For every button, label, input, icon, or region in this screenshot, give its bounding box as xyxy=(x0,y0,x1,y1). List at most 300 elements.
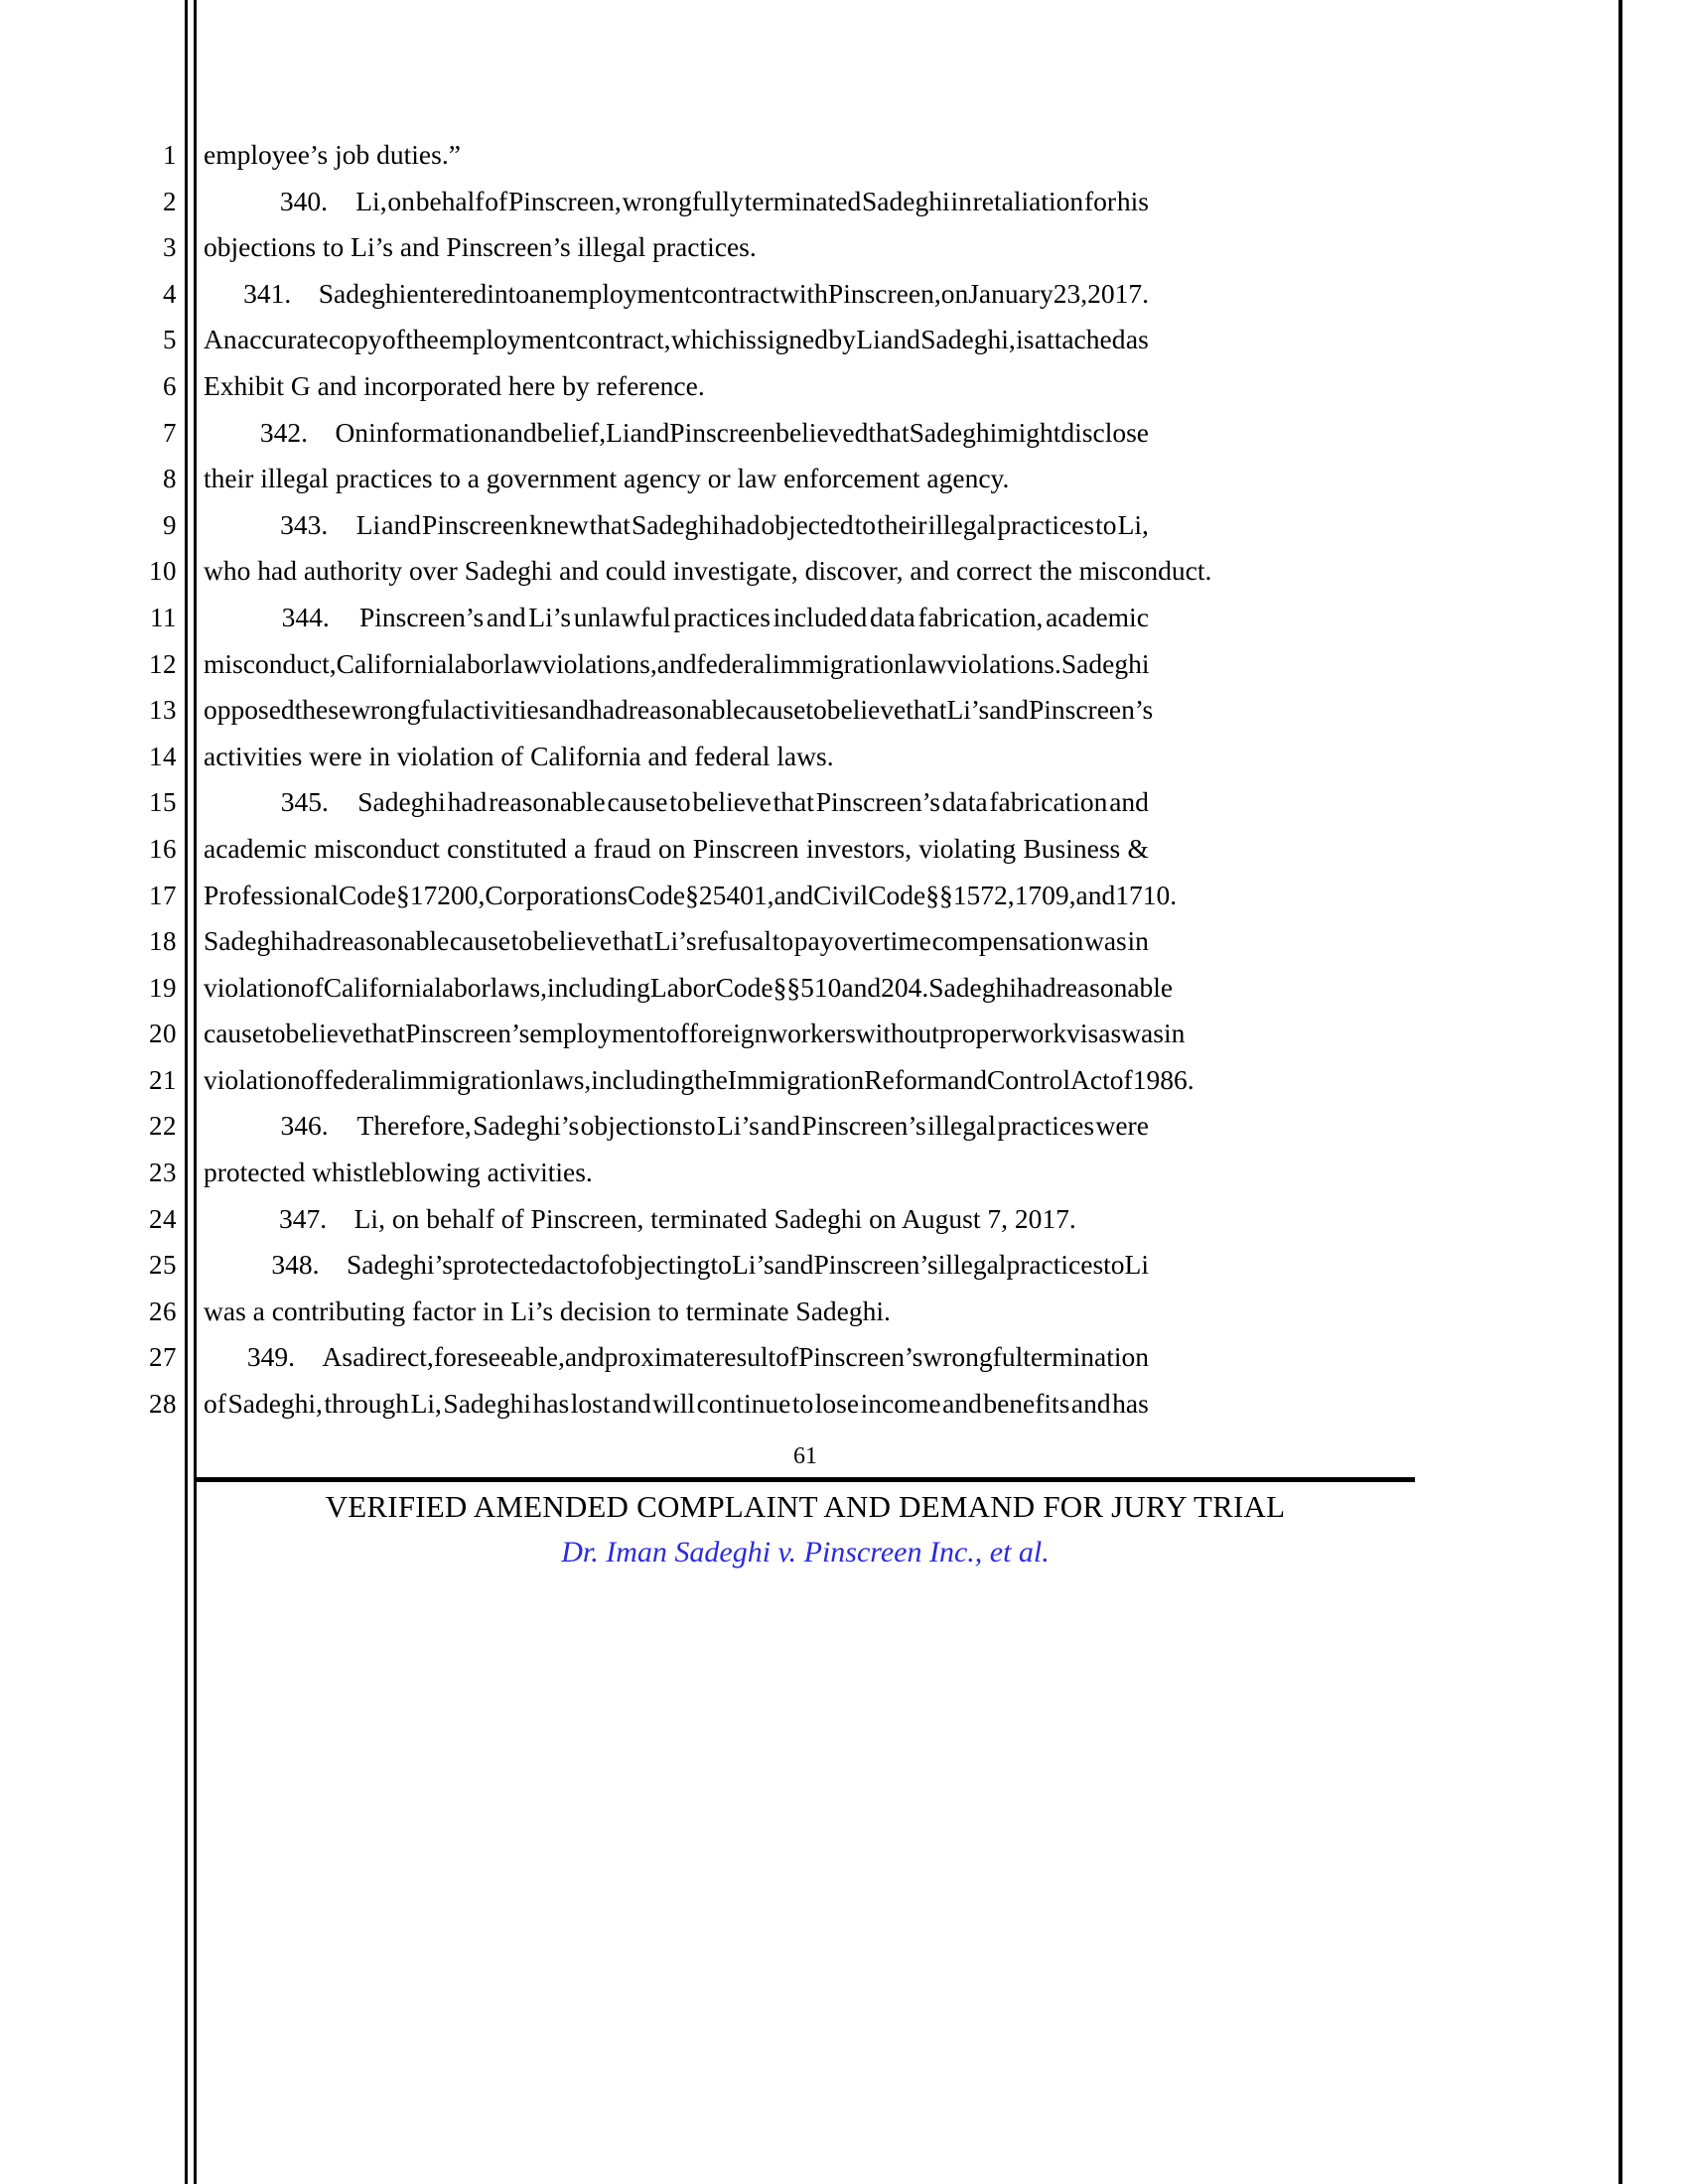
word: federal xyxy=(696,647,773,679)
word: 344. xyxy=(281,601,357,632)
word: pay xyxy=(793,925,834,957)
word: foreign xyxy=(688,1018,769,1049)
word: academic xyxy=(1046,601,1149,632)
line-text xyxy=(204,132,1149,179)
word: their illegal practices to a government agency or law enforcement agency. xyxy=(204,463,1010,494)
line-number: 19 xyxy=(149,972,177,1003)
word: Code xyxy=(715,971,774,1003)
line-number: 6 xyxy=(163,370,177,401)
pleading-line xyxy=(0,687,1618,734)
word: the xyxy=(405,324,439,355)
word: 510 xyxy=(800,971,842,1003)
pleading-line xyxy=(0,1289,1618,1335)
line-number: 26 xyxy=(149,1296,177,1326)
word: Sadeghi, xyxy=(920,324,1016,355)
word: Code xyxy=(868,879,926,910)
word: practices xyxy=(1006,1249,1104,1281)
line-number: 16 xyxy=(149,833,177,864)
line-text xyxy=(204,456,1149,502)
word: As xyxy=(322,1341,353,1373)
pleading-rule-right xyxy=(1618,0,1622,2184)
word: Pinscreen’s xyxy=(1028,694,1154,726)
word: objected xyxy=(761,508,854,540)
word: 343. xyxy=(280,508,355,540)
word: illegal xyxy=(927,1110,996,1142)
line-text xyxy=(204,1011,1186,1057)
word: objections to Li’s and Pinscreen’s illegal practices. xyxy=(204,231,757,263)
paragraph-indent xyxy=(204,179,279,225)
word: on xyxy=(940,277,969,309)
word: and xyxy=(1075,879,1116,910)
word: had xyxy=(720,508,761,540)
word: Pinscreen’s xyxy=(801,1110,926,1142)
pleading-line xyxy=(0,595,1618,641)
word: to xyxy=(805,694,827,726)
word: belief, xyxy=(536,416,607,448)
word: opposed xyxy=(204,694,295,726)
line-text xyxy=(204,1057,1195,1104)
page-number: 61 xyxy=(793,1443,817,1469)
line-text xyxy=(204,826,1149,873)
word: Pinscreen’s xyxy=(815,786,940,818)
word: Civil xyxy=(813,879,869,910)
word: Business xyxy=(1023,832,1121,864)
word: refusal xyxy=(697,925,773,957)
word: Pinscreen’s xyxy=(813,1249,938,1281)
pleading-line xyxy=(0,734,1618,780)
word: that xyxy=(612,925,654,957)
word: federal xyxy=(323,1063,400,1095)
word: compensation xyxy=(931,925,1084,957)
word: work xyxy=(1010,1018,1067,1049)
word: and xyxy=(761,1110,800,1142)
word: protected whistleblowing activities. xyxy=(204,1157,593,1188)
word: to xyxy=(854,508,877,540)
document-body xyxy=(0,132,1618,1428)
word: his xyxy=(1116,185,1149,216)
pleading-line xyxy=(0,363,1618,410)
line-number: 21 xyxy=(149,1064,177,1095)
word: Pinscreen xyxy=(422,508,528,540)
line-number: 3 xyxy=(163,232,177,263)
word: Act xyxy=(1070,1063,1110,1095)
pleading-line xyxy=(0,1196,1618,1243)
paragraph-indent xyxy=(204,1334,247,1381)
line-text xyxy=(204,410,1149,457)
word: Sadeghi xyxy=(1060,647,1150,679)
word: that xyxy=(773,786,814,818)
line-number: 8 xyxy=(163,464,177,494)
word: reasonable xyxy=(332,925,450,957)
word: employee’s job duties.” xyxy=(204,139,461,170)
word: and xyxy=(841,971,882,1003)
word: income xyxy=(860,1388,941,1420)
word: Pinscreen’s xyxy=(798,1341,923,1373)
word: Li’s xyxy=(528,601,572,632)
line-number: 15 xyxy=(149,787,177,818)
word: of xyxy=(300,1063,324,1095)
word: Immigration xyxy=(727,1063,865,1095)
word: termination xyxy=(1023,1341,1149,1373)
word: illegal xyxy=(927,508,997,540)
word: objections xyxy=(580,1110,693,1142)
word: proper xyxy=(938,1018,1011,1049)
word: academic xyxy=(204,832,307,864)
word: that xyxy=(906,694,947,726)
word: activities xyxy=(451,694,550,726)
word: immigration xyxy=(399,1063,534,1095)
pleading-line xyxy=(0,548,1618,595)
word: law xyxy=(907,647,947,679)
line-number: 25 xyxy=(149,1250,177,1281)
word: Professional xyxy=(204,879,339,910)
word: Pinscreen, xyxy=(507,185,622,216)
pleading-line xyxy=(0,1334,1618,1381)
word: that xyxy=(589,508,631,540)
word: behalf xyxy=(415,185,485,216)
word: 341. xyxy=(243,277,319,309)
word: benefits xyxy=(983,1388,1070,1420)
word: Li, xyxy=(410,1388,442,1420)
word: On xyxy=(335,416,369,448)
word: 1709, xyxy=(1014,879,1076,910)
footer-case-caption: Dr. Iman Sadeghi v. Pinscreen Inc., et al. xyxy=(561,1536,1050,1569)
line-text xyxy=(204,548,1212,595)
word: to xyxy=(1103,1249,1125,1281)
word: and xyxy=(496,416,537,448)
word: of xyxy=(1109,1063,1133,1095)
paragraph-indent xyxy=(204,779,279,826)
word: Sadeghi xyxy=(928,971,1017,1003)
word: law xyxy=(502,647,543,679)
word: 1986. xyxy=(1132,1063,1195,1095)
word: foreseeable, xyxy=(433,1341,565,1373)
word: believe xyxy=(692,786,772,818)
word: Sadeghi xyxy=(631,508,720,540)
word: overtime xyxy=(834,925,931,957)
word: immigration xyxy=(772,647,908,679)
word: workers xyxy=(768,1018,856,1049)
word: Therefore, xyxy=(356,1110,472,1142)
line-number: 13 xyxy=(149,695,177,726)
word: is xyxy=(1016,324,1035,355)
word: to xyxy=(1095,508,1117,540)
word: and xyxy=(1070,1388,1111,1420)
line-text xyxy=(204,965,1174,1012)
word: Sadeghi xyxy=(318,277,407,309)
word: and xyxy=(612,1388,651,1420)
word: who had authority over Sadeghi and could investigate, discover, and correct the misconduct. xyxy=(204,555,1212,587)
pleading-line xyxy=(0,1011,1618,1057)
word: & xyxy=(1127,832,1149,864)
word: to xyxy=(710,1249,732,1281)
line-text xyxy=(204,1196,1149,1243)
word: violation xyxy=(204,1063,301,1095)
word: will xyxy=(652,1388,696,1420)
word: included xyxy=(773,601,868,632)
word: 2017. xyxy=(1087,277,1149,309)
word: Sadeghi xyxy=(443,1388,532,1420)
word: was xyxy=(1121,1018,1164,1049)
line-text xyxy=(204,179,1149,225)
word: California xyxy=(336,647,448,679)
word: 1572, xyxy=(952,879,1015,910)
line-number: 10 xyxy=(149,556,177,587)
word: as xyxy=(1125,324,1149,355)
line-text xyxy=(204,1103,1149,1150)
word: objecting xyxy=(609,1249,711,1281)
word: has xyxy=(1112,1388,1149,1420)
word: practices xyxy=(673,601,771,632)
footer-divider xyxy=(196,1477,1415,1482)
word: Reform xyxy=(864,1063,948,1095)
word: and xyxy=(656,647,697,679)
word: for xyxy=(1083,185,1117,216)
word: attached xyxy=(1034,324,1126,355)
word: direct, xyxy=(364,1341,434,1373)
line-number: 1 xyxy=(163,140,177,170)
word: and xyxy=(942,1388,982,1420)
word: 348. xyxy=(271,1249,347,1281)
word: were xyxy=(1095,1110,1149,1142)
pleading-line xyxy=(0,779,1618,826)
word: violations, xyxy=(542,647,657,679)
word: is xyxy=(738,324,757,355)
line-number: 4 xyxy=(163,278,177,309)
line-number: 27 xyxy=(149,1342,177,1373)
word: signed xyxy=(757,324,829,355)
pleading-line xyxy=(0,132,1618,179)
pleading-line xyxy=(0,502,1618,549)
word: had xyxy=(1016,971,1056,1003)
word: Li’s xyxy=(717,1110,760,1142)
word: had xyxy=(589,694,629,726)
word: believed xyxy=(775,416,869,448)
pleading-line xyxy=(0,1057,1618,1104)
word: accurate xyxy=(237,324,329,355)
word: of xyxy=(775,1341,799,1373)
word: Sadeghi’s xyxy=(473,1110,580,1142)
word: §§ xyxy=(773,971,801,1003)
line-text xyxy=(204,317,1149,363)
pleading-line xyxy=(0,456,1618,502)
word: of xyxy=(485,185,508,216)
word: their xyxy=(877,508,927,540)
word: that xyxy=(868,416,910,448)
line-number: 9 xyxy=(163,509,177,540)
pleading-line xyxy=(0,826,1618,873)
word: retaliation xyxy=(972,185,1084,216)
word: fraud xyxy=(593,832,651,864)
word: reasonable xyxy=(628,694,746,726)
word: Pinscreen’s xyxy=(405,1018,530,1049)
word: protected xyxy=(452,1249,555,1281)
word: 1710. xyxy=(1115,879,1178,910)
pleading-line xyxy=(0,179,1618,225)
line-number: 24 xyxy=(149,1203,177,1234)
word: employment xyxy=(554,277,692,309)
word: that xyxy=(363,1018,406,1049)
word: on xyxy=(657,832,686,864)
word: 345. xyxy=(280,786,356,818)
word: Pinscreen xyxy=(669,416,776,448)
word: 340. xyxy=(279,185,355,216)
word: act xyxy=(554,1249,587,1281)
paragraph-indent xyxy=(204,595,279,641)
word: Li xyxy=(856,324,881,355)
word: the xyxy=(694,1063,728,1095)
word: illegal xyxy=(937,1249,1007,1281)
word: to xyxy=(772,925,794,957)
word: § xyxy=(685,879,699,910)
word: had xyxy=(447,786,488,818)
line-text xyxy=(204,224,1149,271)
word: with xyxy=(779,277,828,309)
word: including xyxy=(547,971,650,1003)
word: § xyxy=(396,879,410,910)
word: of xyxy=(204,1388,226,1420)
word: investors, xyxy=(805,832,913,864)
word: lost xyxy=(570,1388,611,1420)
line-number: 12 xyxy=(149,648,177,679)
paragraph-indent xyxy=(204,410,260,457)
word: violation xyxy=(204,971,301,1003)
word: believe xyxy=(285,1018,364,1049)
paragraph-indent xyxy=(204,1103,279,1150)
word: Li, xyxy=(1117,508,1149,540)
word: cause xyxy=(745,694,806,726)
word: and xyxy=(486,601,526,632)
word: contract xyxy=(691,277,780,309)
word: was xyxy=(1083,925,1127,957)
word: which xyxy=(670,324,739,355)
word: January xyxy=(968,277,1054,309)
pleading-line xyxy=(0,1103,1618,1150)
word: had xyxy=(292,925,332,957)
word: and xyxy=(549,694,590,726)
pleading-line xyxy=(0,224,1618,271)
word: to xyxy=(510,925,533,957)
word: reasonable xyxy=(489,786,606,818)
word: an xyxy=(529,277,555,309)
pleading-line xyxy=(0,1242,1618,1289)
word: Labor xyxy=(649,971,716,1003)
word: Corporations xyxy=(485,879,629,910)
word: laws, xyxy=(534,1063,592,1095)
word: knew xyxy=(529,508,589,540)
line-number: 18 xyxy=(149,926,177,957)
word: Sadeghi’s xyxy=(346,1249,453,1281)
pleading-line xyxy=(0,1381,1618,1428)
word: might xyxy=(997,416,1061,448)
line-text xyxy=(204,873,1178,919)
word: cause xyxy=(449,925,510,957)
word: result xyxy=(715,1341,776,1373)
pleading-line xyxy=(0,873,1618,919)
word: activities were in violation of California and federal laws. xyxy=(204,740,834,771)
word: Sadeghi, xyxy=(227,1388,323,1420)
word: laws, xyxy=(490,971,548,1003)
line-number: 2 xyxy=(163,186,177,216)
pleading-line xyxy=(0,965,1618,1012)
paragraph-indent xyxy=(204,271,243,318)
word: through xyxy=(324,1388,410,1420)
line-text xyxy=(204,734,1149,780)
word: Li xyxy=(1124,1249,1149,1281)
word: in xyxy=(1127,925,1149,957)
word: 25401, xyxy=(698,879,774,910)
word: and xyxy=(381,508,421,540)
word: Code xyxy=(628,879,686,910)
line-text xyxy=(204,1289,1149,1335)
word: disclose xyxy=(1060,416,1149,448)
line-number: 5 xyxy=(163,325,177,355)
word: has xyxy=(532,1388,570,1420)
word: Code xyxy=(338,879,397,910)
word: continue xyxy=(696,1388,791,1420)
line-number: 7 xyxy=(163,417,177,448)
word: labor xyxy=(434,971,491,1003)
word: believe xyxy=(532,925,613,957)
line-text xyxy=(204,595,1149,641)
word: entered xyxy=(406,277,488,309)
line-text xyxy=(204,1381,1149,1428)
word: and xyxy=(881,324,920,355)
word: and xyxy=(989,694,1029,726)
word: of xyxy=(586,1249,610,1281)
word: of xyxy=(665,1018,689,1049)
word: misconduct, xyxy=(204,647,337,679)
word: to xyxy=(264,1018,286,1049)
word: fabrication xyxy=(989,786,1108,818)
word: wrongful xyxy=(922,1341,1024,1373)
pleading-line xyxy=(0,641,1618,688)
word: these xyxy=(294,694,352,726)
word: contract, xyxy=(576,324,671,355)
word: and xyxy=(947,1063,988,1095)
word: unlawful xyxy=(573,601,671,632)
word: a xyxy=(352,1341,365,1373)
word: proximate xyxy=(604,1341,716,1373)
word: 23, xyxy=(1053,277,1088,309)
word: cause xyxy=(607,786,668,818)
word: lose xyxy=(814,1388,860,1420)
footer-title: VERIFIED AMENDED COMPLAINT AND DEMAND FOR JURY TRIAL xyxy=(325,1489,1286,1524)
word: reasonable xyxy=(1055,971,1174,1003)
word: Control xyxy=(987,1063,1071,1095)
word: on xyxy=(387,185,415,216)
word: believe xyxy=(826,694,907,726)
line-text xyxy=(204,271,1149,318)
word: misconduct xyxy=(314,832,440,864)
line-number: 23 xyxy=(149,1158,177,1188)
line-text xyxy=(204,1242,1149,1289)
word: in xyxy=(950,185,972,216)
word: terminated xyxy=(744,185,862,216)
word: and xyxy=(774,1249,814,1281)
word: 342. xyxy=(259,416,336,448)
word: Exhibit G and incorporated here by reference. xyxy=(204,369,705,401)
word: including xyxy=(591,1063,695,1095)
paragraph-indent xyxy=(204,1242,271,1289)
word: 346. xyxy=(280,1110,356,1142)
word: 204. xyxy=(881,971,929,1003)
word: Pinscreen’s xyxy=(358,601,485,632)
line-text xyxy=(204,641,1149,688)
word: 347. Li, on behalf of Pinscreen, terminated Sadeghi on August 7, 2017. xyxy=(279,1202,1076,1234)
word: Sadeghi xyxy=(909,416,998,448)
word: data xyxy=(869,601,915,632)
